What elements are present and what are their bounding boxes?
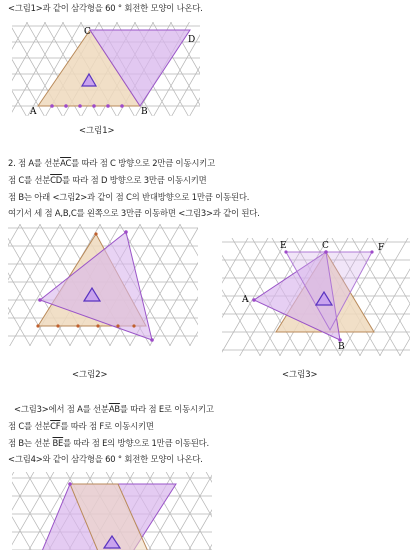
step3-line1: <그림3>에서 점 A를 선분$\overline{AB}$를 따라 점 E로 이동시키고	[14, 404, 214, 414]
step2-line1: 2. 점 A를 선분$\overline{AC}$를 따라 점 C 방향으로 2만큼 이동시키고	[8, 158, 216, 168]
caption-figure-3: <그림3>	[282, 369, 318, 379]
step3-line3: 점 B는 선분 $\overline{BE}$를 따라 점 E의 방향으로 1만큼 이동된다.	[8, 438, 209, 448]
label-B-fig1: B	[141, 107, 148, 117]
label-A-fig1: A	[30, 107, 37, 117]
caption-figure-1: <그림1>	[79, 125, 115, 135]
step3-line2: 점 C를 선분$\overline{CF}$를 따라 점 F로 이동시키면	[8, 421, 154, 431]
caption-figure-2: <그림2>	[72, 369, 108, 379]
step2-line3: 점 B는 아래 <그림2>과 같이 점 C의 반대방향으로 1만큼 이동된다.	[8, 192, 250, 202]
step3-line4: <그림4>와 같이 삼각형을 60 ° 회전한 모양이 나온다.	[8, 454, 203, 464]
label-D-fig1: D	[188, 35, 196, 45]
label-A-fig3: A	[242, 295, 249, 305]
label-C-fig3: C	[322, 241, 329, 251]
label-C-fig1: C	[84, 27, 91, 37]
grid-fig4	[0, 392, 300, 550]
step2-line2: 점 C를 선분$\overline{CD}$를 따라 점 D 방향으로 3만큼 이동시키면	[8, 175, 207, 185]
step2-line4: 여기서 세 점 A,B,C를 왼쪽으로 3만큼 이동하면 <그림3>과 같이 된다.	[8, 208, 260, 218]
label-E-fig3: E	[280, 241, 287, 251]
intro-text: <그림1>과 같이 삼각형을 60 ° 회전한 모양이 나온다.	[8, 3, 203, 13]
label-B-fig3: B	[338, 342, 345, 352]
label-F-fig3: F	[378, 243, 385, 253]
